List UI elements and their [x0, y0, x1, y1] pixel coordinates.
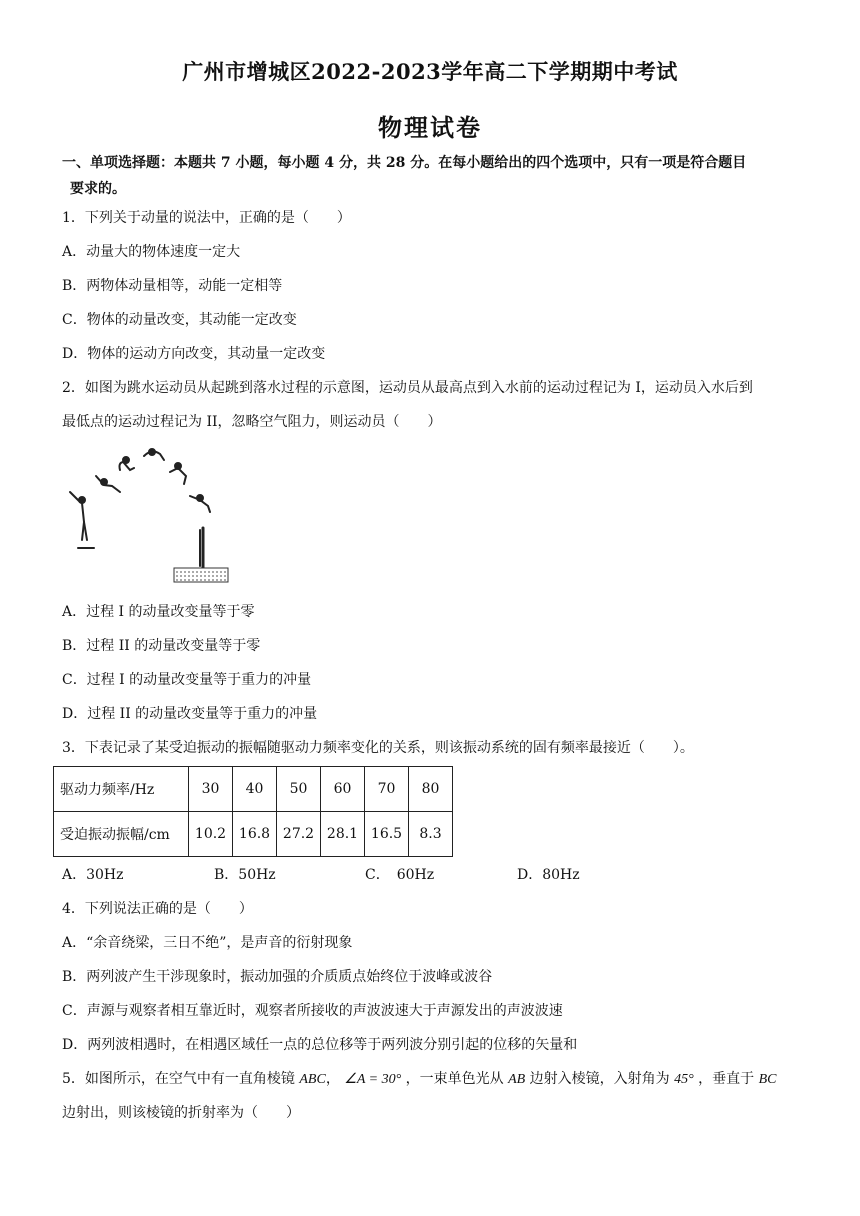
q2-stem-line1: 2．如图为跳水运动员从起跳到落水过程的示意图，运动员从最高点到入水前的运动过程记为 I，运动员入水后到	[62, 380, 753, 396]
q1-stem: 1．下列关于动量的说法中，正确的是（ ）	[62, 210, 351, 226]
q1-option-d: D．物体的运动方向改变，其动量一定改变	[62, 346, 326, 362]
q2-option-d: D．过程 II 的动量改变量等于重力的冲量	[62, 706, 318, 722]
q5-incidence-angle: 45°	[674, 1072, 694, 1087]
q5-separator: ，	[325, 1071, 340, 1087]
table-cell: 40	[233, 767, 277, 812]
section-heading-line1: 一、单项选择题：本题共 7 小题，每小题 4 分，共 28 分。在每小题给出的四个选项中，只有一项是符合题目	[62, 155, 747, 171]
q1-option-a: A．动量大的物体速度一定大	[62, 244, 241, 260]
table-row	[54, 812, 453, 857]
q4-option-c: C．声源与观察者相互靠近时，观察者所接收的声波波速大于声源发出的声波波速	[62, 1003, 563, 1019]
q2-option-c: C．过程 I 的动量改变量等于重力的冲量	[62, 672, 312, 688]
table-cell: 80	[409, 767, 453, 812]
q5-text-c: 边射入棱镜，入射角为	[529, 1071, 670, 1087]
q5-prism-label: ABC	[299, 1072, 326, 1087]
q5-stem-line2: 边射出，则该棱镜的折射率为（ ）	[62, 1105, 300, 1121]
q2-stem-line2: 最低点的运动过程记为 II，忽略空气阻力，则运动员（ ）	[62, 414, 442, 430]
q5-text-a: 5．如图所示，在空气中有一直角棱镜	[62, 1071, 295, 1087]
diver-trajectory-figure	[60, 440, 240, 588]
table-cell: 50	[277, 767, 321, 812]
table-header-frequency: 驱动力频率/Hz	[54, 767, 189, 812]
q1-option-c: C．物体的动量改变，其动能一定改变	[62, 312, 297, 328]
table-cell: 16.8	[233, 812, 277, 857]
table-cell: 60	[321, 767, 365, 812]
q4-option-b: B．两列波产生干涉现象时，振动加强的介质质点始终位于波峰或波谷	[62, 969, 493, 985]
exam-title: 广州市增城区2022-2023学年高二下学期期中考试	[182, 59, 678, 84]
q3-stem: 3．下表记录了某受迫振动的振幅随驱动力频率变化的关系，则该振动系统的固有频率最接近（ ）。	[62, 740, 694, 756]
exam-subject: 物理试卷	[378, 113, 482, 142]
q5-stem-line1	[62, 1069, 810, 1090]
q3-option-d: D．80Hz	[517, 867, 580, 883]
table-cell: 8.3	[409, 812, 453, 857]
q3-option-c: C． 60Hz	[365, 867, 435, 883]
q3-option-b: B．50Hz	[214, 867, 276, 883]
q5-text-d: ，垂直于	[698, 1071, 755, 1087]
q5-edge-bc: BC	[758, 1072, 777, 1087]
table-cell: 30	[189, 767, 233, 812]
q5-text-b: ，一束单色光从	[405, 1071, 504, 1087]
diver-figures	[70, 449, 210, 568]
q2-option-a: A．过程 I 的动量改变量等于零	[62, 604, 255, 620]
section-heading	[62, 150, 806, 202]
q4-option-d: D．两列波相遇时，在相遇区域任一点的总位移等于两列波分别引起的位移的矢量和	[62, 1037, 578, 1053]
table-header-amplitude: 受迫振动振幅/cm	[54, 812, 189, 857]
q5-angle-a: ∠A = 30°	[344, 1072, 402, 1087]
table-cell: 16.5	[365, 812, 409, 857]
q4-stem: 4．下列说法正确的是（ ）	[62, 901, 253, 917]
table-cell: 27.2	[277, 812, 321, 857]
table-cell: 10.2	[189, 812, 233, 857]
q1-option-b: B．两物体动量相等，动能一定相等	[62, 278, 283, 294]
table-cell: 70	[365, 767, 409, 812]
q2-option-b: B．过程 II 的动量改变量等于零	[62, 638, 261, 654]
water-surface	[174, 568, 228, 582]
table-cell: 28.1	[321, 812, 365, 857]
q3-data-table	[53, 766, 453, 857]
table-row	[54, 767, 453, 812]
q3-option-a: A．30Hz	[62, 867, 124, 883]
q5-edge-ab: AB	[508, 1072, 526, 1087]
section-heading-line2: 要求的。	[70, 181, 126, 197]
q4-option-a: A．“余音绕梁，三日不绝”，是声音的衍射现象	[62, 935, 353, 951]
